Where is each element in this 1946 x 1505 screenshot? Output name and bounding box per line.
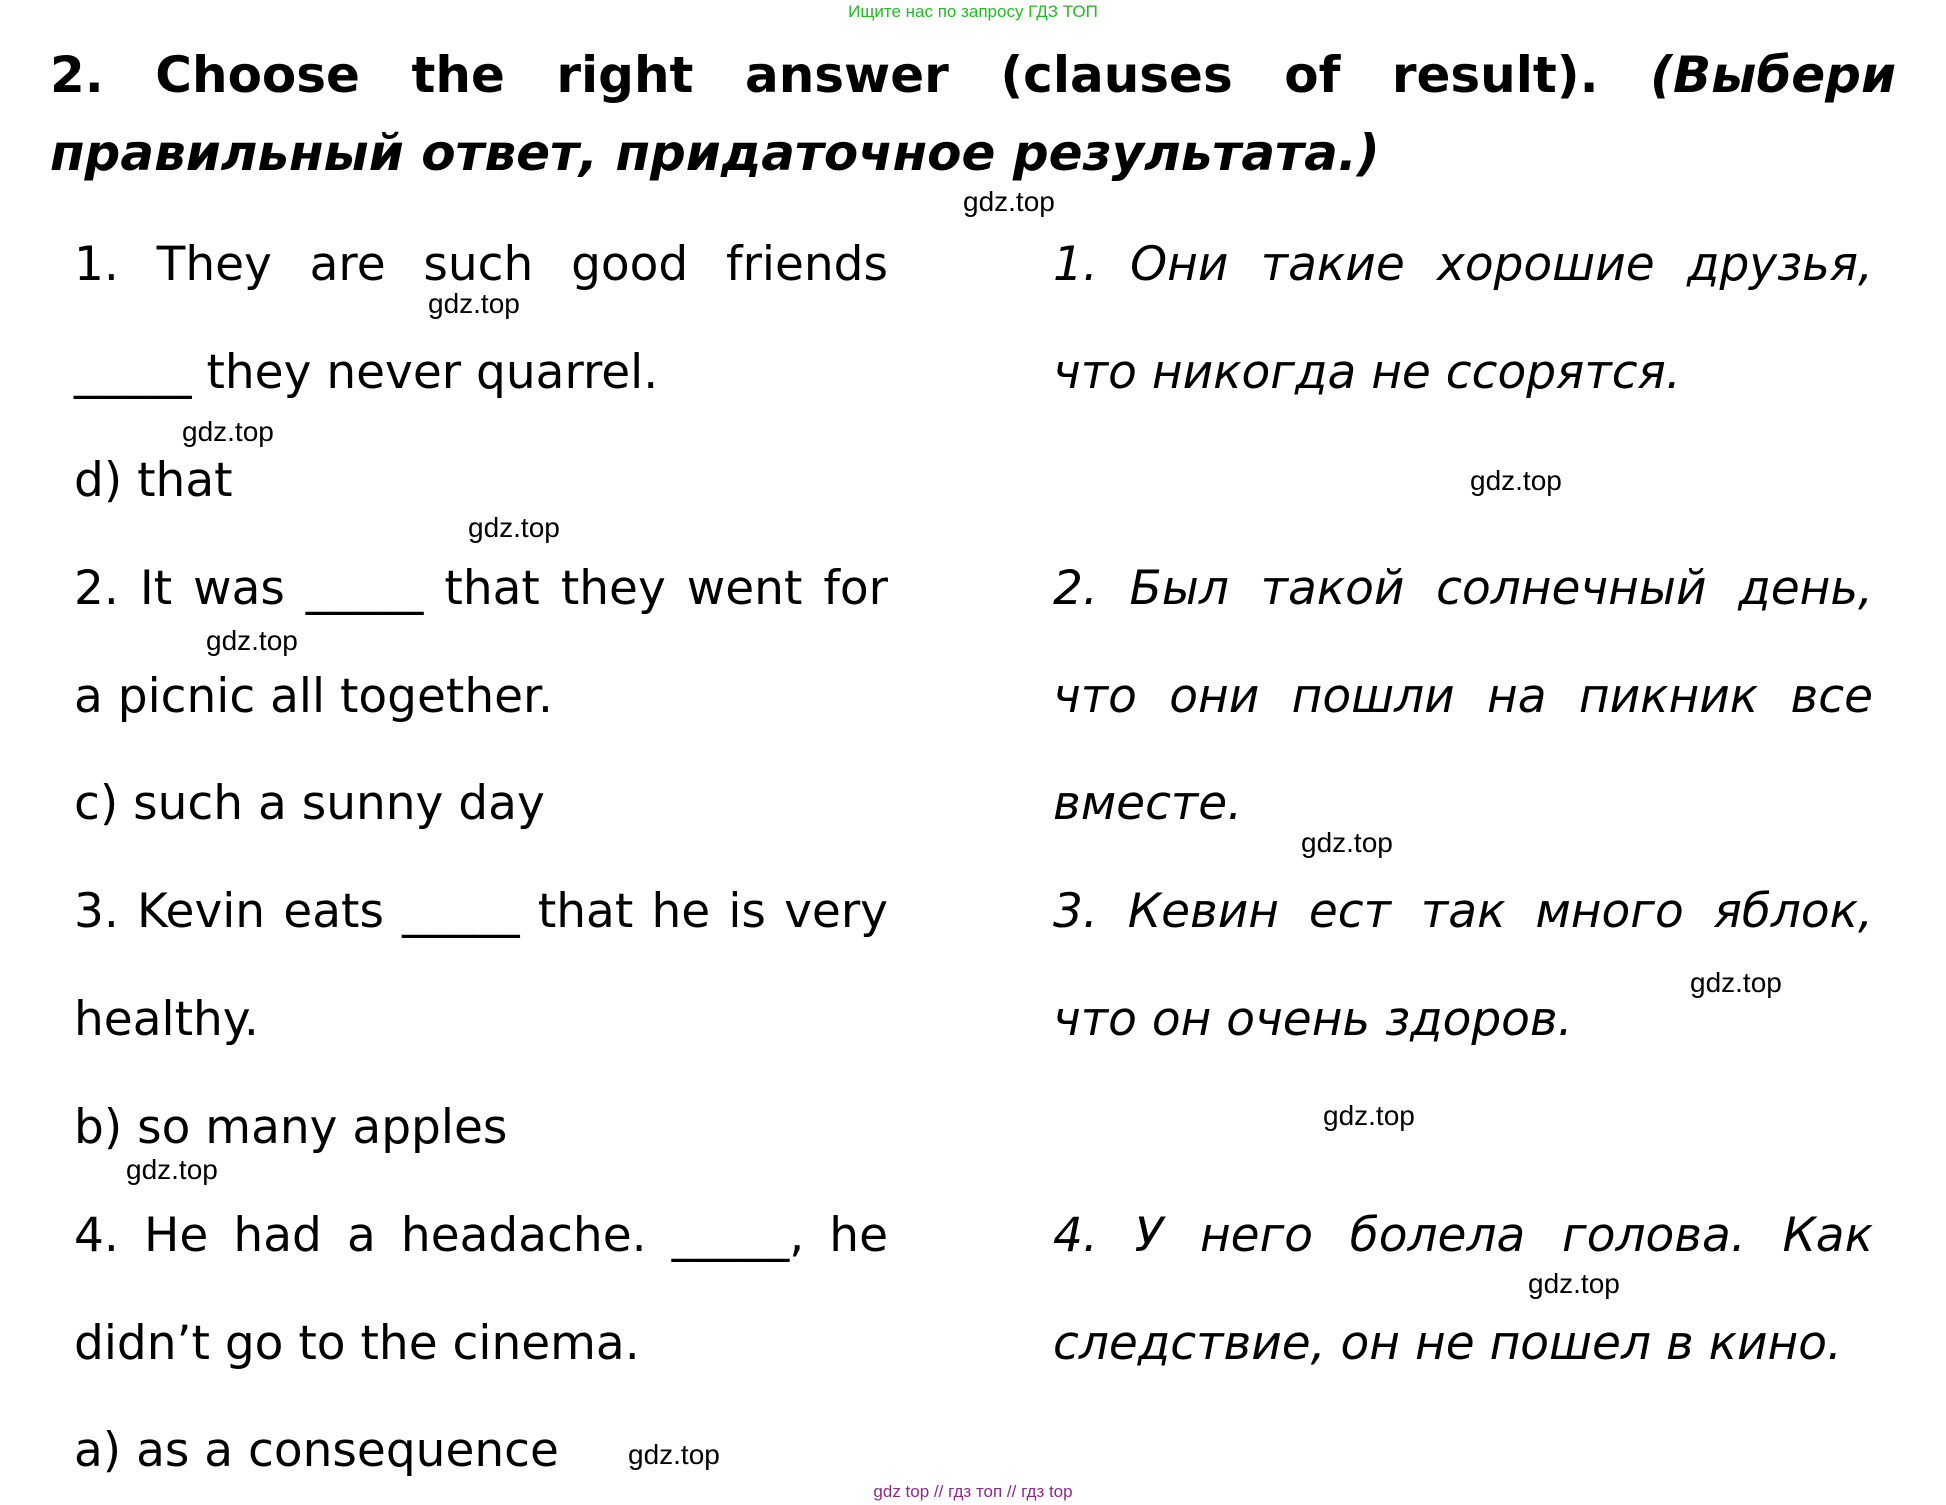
item-2-translation-line-3: вместе. bbox=[1053, 776, 1243, 831]
search-hint: Ищите нас по запросу ГДЗ ТОП bbox=[848, 2, 1098, 21]
item-1-translation-line-1: 1. Они такие хорошие друзья, bbox=[1053, 237, 1873, 292]
watermark: gdz.top bbox=[1528, 1268, 1620, 1299]
item-4-answer: a) as a consequence bbox=[74, 1423, 559, 1478]
item-3-translation-line-2: что он очень здоров. bbox=[1053, 992, 1573, 1047]
watermark: gdz.top bbox=[1323, 1100, 1415, 1131]
item-2-question-line-1: 2. It was _____ that they went for bbox=[74, 561, 888, 616]
watermark: gdz.top bbox=[963, 186, 1055, 217]
footer-links: gdz top // гдз топ // гдз top bbox=[873, 1482, 1073, 1501]
watermark: gdz.top bbox=[468, 512, 560, 543]
watermark: gdz.top bbox=[428, 288, 520, 319]
watermark: gdz.top bbox=[206, 625, 298, 656]
item-1-translation-line-2: что никогда не ссорятся. bbox=[1053, 345, 1681, 400]
item-4-translation-line-2: следствие, он не пошел в кино. bbox=[1053, 1316, 1842, 1371]
watermark: gdz.top bbox=[182, 416, 274, 447]
item-3-question-line-1: 3. Kevin eats _____ that he is very bbox=[74, 884, 888, 939]
watermark: gdz.top bbox=[1301, 827, 1393, 858]
item-1-question-line-2: _____ they never quarrel. bbox=[74, 345, 659, 400]
watermark: gdz.top bbox=[1470, 465, 1562, 496]
item-4-translation-line-1: 4. У него болела голова. Как bbox=[1053, 1208, 1873, 1263]
item-4-question-line-1: 4. He had a headache. _____, he bbox=[74, 1208, 888, 1263]
item-2-question-line-2: a picnic all together. bbox=[74, 669, 553, 724]
heading-russian: (Выбери правильный ответ, придаточное результата.) bbox=[50, 46, 1896, 182]
item-2-answer: c) such a sunny day bbox=[74, 776, 545, 831]
watermark: gdz.top bbox=[1690, 967, 1782, 998]
watermark: gdz.top bbox=[126, 1154, 218, 1185]
item-2-translation-line-1: 2. Был такой солнечный день, bbox=[1053, 561, 1873, 616]
watermark: gdz.top bbox=[628, 1439, 720, 1470]
item-2-translation-line-2: что они пошли на пикник все bbox=[1053, 669, 1873, 724]
item-1-answer: d) that bbox=[74, 453, 233, 508]
exercise-heading bbox=[50, 36, 1896, 192]
item-1-question-line-1: 1. They are such good friends bbox=[74, 237, 888, 292]
item-3-translation-line-1: 3. Кевин ест так много яблок, bbox=[1053, 884, 1873, 939]
item-3-answer: b) so many apples bbox=[74, 1100, 508, 1155]
item-3-question-line-2: healthy. bbox=[74, 992, 259, 1047]
item-4-question-line-2: didn’t go to the cinema. bbox=[74, 1316, 640, 1371]
heading-english: 2. Choose the right answer (clauses of result). bbox=[50, 46, 1599, 104]
